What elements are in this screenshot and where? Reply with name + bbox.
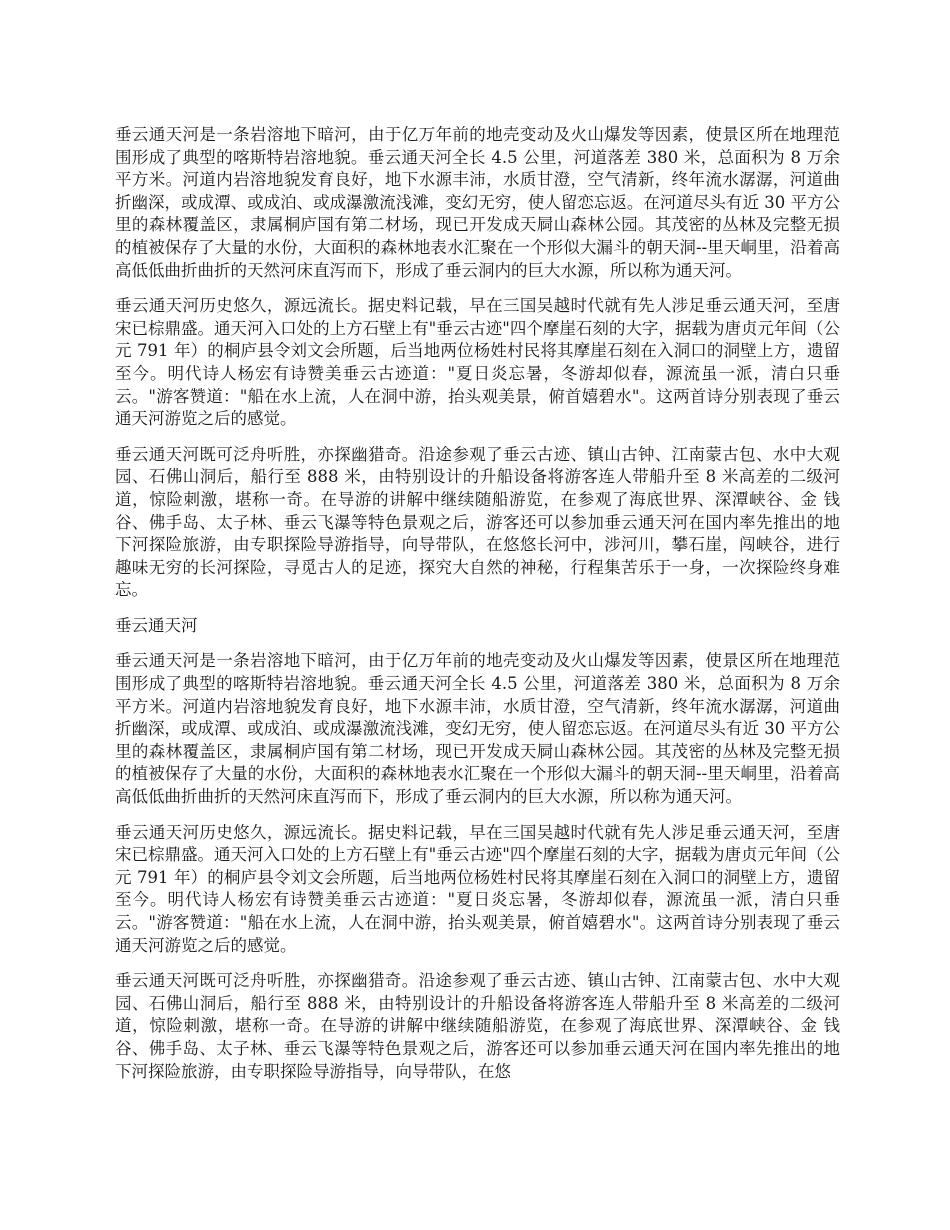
document-body — [115, 124, 840, 1096]
paragraph-tour: 垂云通天河既可泛舟听胜，亦探幽猎奇。沿途参观了垂云古迹、镇山古钟、江南蒙古包、水中大观园、石佛山洞后，船行至 888 米，由特别设计的升船设备将游客连人带船升至 8 米高差的二级河道，惊险刺激，堪称一奇。在导游的讲解中继续随船游览，在参观了海底世界、深潭峡谷、金 钱谷、佛手岛、太子林、垂云飞瀑等特色景观之后，游客还可以参加垂云通天河在国内率先推出的地下河探险旅游，由专职探险导游指导，向导带队，在悠悠长河中，涉河川，攀石崖，闯峡谷，进行趣味无穷的长河探险，寻觅古人的足迹，探究大自然的神秘，行程集苦乐于一身，一次探险终身难忘。 — [115, 444, 840, 600]
paragraph-tour-repeat: 垂云通天河既可泛舟听胜，亦探幽猎奇。沿途参观了垂云古迹、镇山古钟、江南蒙古包、水中大观园、石佛山洞后，船行至 888 米，由特别设计的升船设备将游客连人带船升至 8 米高差的二级河道，惊险刺激，堪称一奇。在导游的讲解中继续随船游览，在参观了海底世界、深潭峡谷、金 钱谷、佛手岛、太子林、垂云飞瀑等特色景观之后，游客还可以参加垂云通天河在国内率先推出的地下河探险旅游，由专职探险导游指导，向导带队，在悠 — [115, 971, 840, 1081]
paragraph-history-repeat: 垂云通天河历史悠久，源远流长。据史料记载，早在三国吴越时代就有先人涉足垂云通天河，至唐宋已棕鼎盛。通天河入口处的上方石壁上有"垂云古迹"四个摩崖石刻的大字，据载为唐贞元年间（公元 791 年）的桐庐县令刘文会所题，后当地两位杨姓村民将其摩崖石刻在入洞口的洞壁上方，遗留至今。明代诗人杨宏有诗赞美垂云古迹道："夏日炎忘暑，冬游却似春，源流虽一派，清白只垂云。"游客赞道："船在水上流，人在洞中游，抬头观美景，俯首嬉碧水"。这两首诗分别表现了垂云通天河游览之后的感觉。 — [115, 822, 840, 955]
paragraph-intro-repeat: 垂云通天河是一条岩溶地下暗河，由于亿万年前的地壳变动及火山爆发等因素，使景区所在地理范围形成了典型的喀斯特岩溶地貌。垂云通天河全长 4.5 公里，河道落差 380 米，总面积为 8 万余平方米。河道内岩溶地貌发育良好，地下水源丰沛，水质甘澄，空气清新，终年流水潺潺，河道曲折幽深，或成潭、或成泊、或成瀑激流浅滩，变幻无穷，使人留恋忘返。在河道尽头有近 30 平方公里的森林覆盖区，隶属桐庐国有第二材场，现已开发成天屙山森林公园。其茂密的丛林及完整无损的植被保存了大量的水份，大面积的森林地表水汇聚在一个形似大漏斗的朝天洞--里天峒里，沿着高高低低曲折曲折的天然河床直泻而下，形成了垂云洞内的巨大水源，所以称为通天河。 — [115, 651, 840, 807]
paragraph-history: 垂云通天河历史悠久，源远流长。据史料记载，早在三国吴越时代就有先人涉足垂云通天河，至唐宋已棕鼎盛。通天河入口处的上方石壁上有"垂云古迹"四个摩崖石刻的大字，据载为唐贞元年间（公元 791 年）的桐庐县令刘文会所题，后当地两位杨姓村民将其摩崖石刻在入洞口的洞壁上方，遗留至今。明代诗人杨宏有诗赞美垂云古迹道："夏日炎忘暑，冬游却似春，源流虽一派，清白只垂云。"游客赞道："船在水上流，人在洞中游，抬头观美景，俯首嬉碧水"。这两首诗分别表现了垂云通天河游览之后的感觉。 — [115, 296, 840, 429]
section-heading: 垂云通天河 — [115, 615, 198, 635]
paragraph-intro: 垂云通天河是一条岩溶地下暗河，由于亿万年前的地壳变动及火山爆发等因素，使景区所在地理范围形成了典型的喀斯特岩溶地貌。垂云通天河全长 4.5 公里，河道落差 380 米，总面积为 8 万余平方米。河道内岩溶地貌发育良好，地下水源丰沛，水质甘澄，空气清新，终年流水潺潺，河道曲折幽深，或成潭、或成泊、或成瀑激流浅滩，变幻无穷，使人留恋忘返。在河道尽头有近 30 平方公里的森林覆盖区，隶属桐庐国有第二材场，现已开发成天屙山森林公园。其茂密的丛林及完整无损的植被保存了大量的水份，大面积的森林地表水汇聚在一个形似大漏斗的朝天洞--里天峒里，沿着高高低低曲折曲折的天然河床直泻而下，形成了垂云洞内的巨大水源，所以称为通天河。 — [115, 125, 840, 280]
